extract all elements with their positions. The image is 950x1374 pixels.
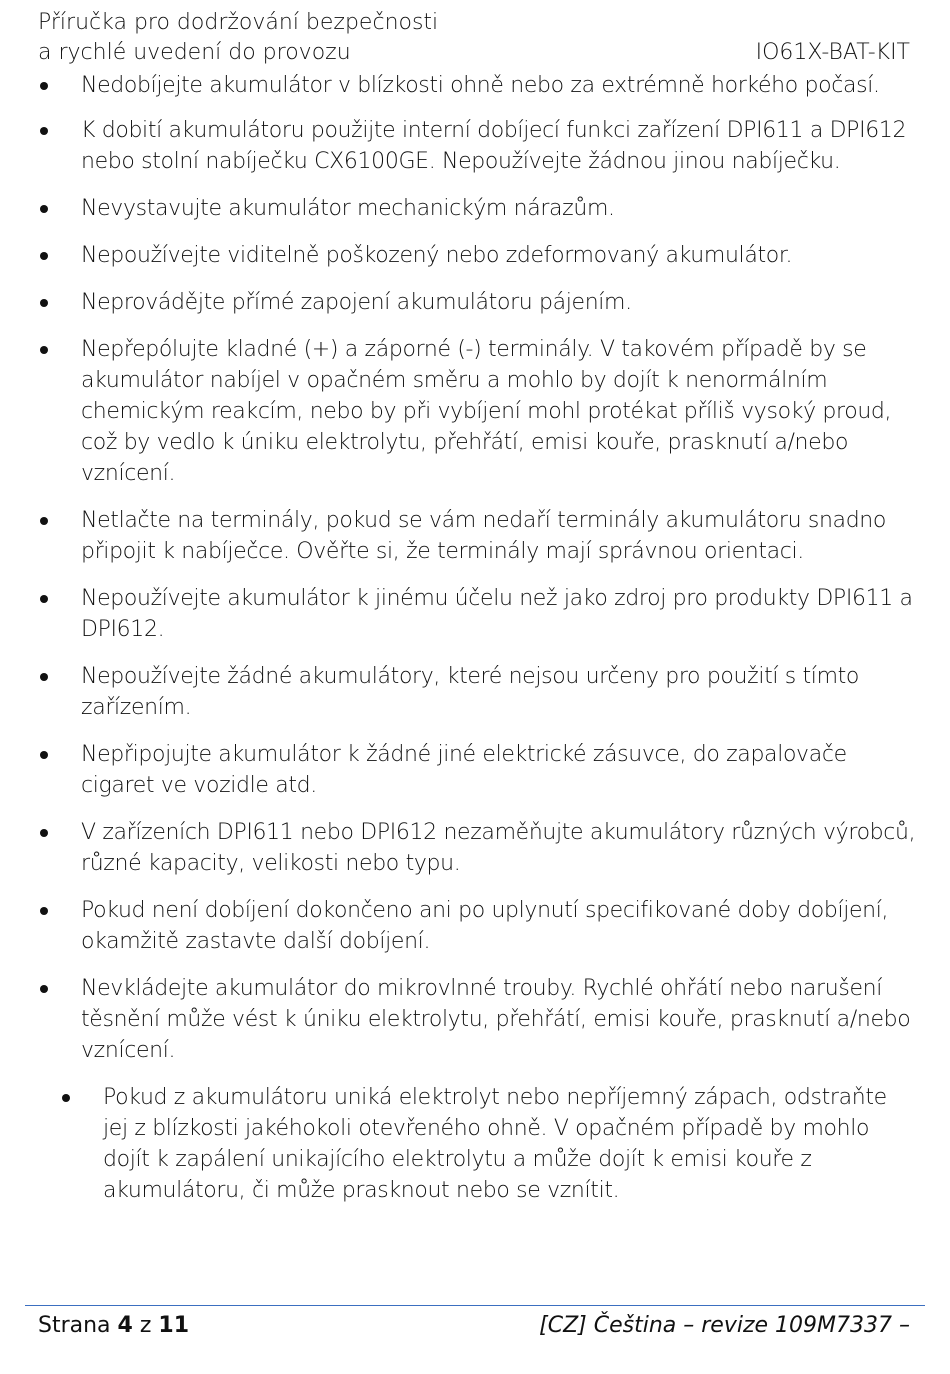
list-item xyxy=(38,1082,918,1206)
list-item xyxy=(38,895,918,957)
list-item-text: Nepřipojujte akumulátor k žádné jiné elektrické zásuvce, do zapalovače cigaret ve vozidle atd. xyxy=(81,742,847,798)
list-item-text: Nevkládejte akumulátor do mikrovlnné trouby. Rychlé ohřátí nebo narušení těsnění může vést k úniku elektrolytu, přehřátí, emisi kouře, prasknutí a/nebo vznícení. xyxy=(81,976,911,1063)
list-item xyxy=(38,115,918,177)
bullet-icon xyxy=(40,673,48,681)
list-item-text: Nepřepólujte kladné (+) a záporné (-) terminály. V takovém případě by se akumulátor nabíjel v opačném směru a mohlo by dojít k nenormálním chemickým reakcím, nebo by při vybíjení mohl protékat příliš vysoký proud, což by vedlo k úniku elektrolytu, přehřátí, emisi kouře, prasknutí a/nebo vznícení. xyxy=(81,337,892,486)
list-item-text: Neprovádějte přímé zapojení akumulátoru pájením. xyxy=(81,290,632,315)
page-current: 4 xyxy=(117,1313,133,1338)
list-item-text: Nepoužívejte žádné akumulátory, které nejsou určeny pro použití s tímto zařízením. xyxy=(81,664,860,720)
header-title-line1: Příručka pro dodržování bezpečnosti xyxy=(38,10,439,35)
list-item-text: Nedobíjejte akumulátor v blízkosti ohně nebo za extrémně horkého počasí. xyxy=(81,73,880,98)
list-item xyxy=(38,70,918,101)
list-item-text: Nepoužívejte viditelně poškozený nebo zdeformovaný akumulátor. xyxy=(81,243,793,268)
bullet-icon xyxy=(40,985,48,993)
list-item xyxy=(38,739,918,801)
bullet-icon xyxy=(40,907,48,915)
list-item xyxy=(38,240,918,271)
list-item xyxy=(38,583,918,645)
list-item xyxy=(38,334,918,489)
bullet-icon xyxy=(40,82,48,90)
page-header xyxy=(38,8,910,68)
bullet-icon xyxy=(40,252,48,260)
bullet-icon xyxy=(40,517,48,525)
list-item xyxy=(38,287,918,318)
bullet-icon xyxy=(40,595,48,603)
bullet-icon xyxy=(40,751,48,759)
list-item xyxy=(38,817,918,879)
list-item-text: K dobití akumulátoru použijte interní dobíjecí funkci zařízení DPI611 a DPI612 nebo stolní nabíječku CX6100GE. Nepoužívejte žádnou jinou nabíječku. xyxy=(81,118,907,174)
bullet-icon xyxy=(40,346,48,354)
safety-bullet-list xyxy=(38,70,918,1206)
bullet-icon xyxy=(40,205,48,213)
list-item-text: V zařízeních DPI611 nebo DPI612 nezaměňujte akumulátory různých výrobců, různé kapacity, velikosti nebo typu. xyxy=(81,820,916,876)
page-prefix: Strana xyxy=(38,1313,111,1338)
bullet-icon xyxy=(40,299,48,307)
footer-divider xyxy=(25,1305,925,1306)
revision-label: [CZ] Čeština – revize 109M7337 – xyxy=(539,1313,910,1338)
list-item-text: Netlačte na terminály, pokud se vám nedaří terminály akumulátoru snadno připojit k nabíječce. Ověřte si, že terminály mají správnou orientaci. xyxy=(81,508,887,564)
page-footer xyxy=(38,1310,910,1342)
list-item xyxy=(38,193,918,224)
list-item xyxy=(38,661,918,723)
page-total: 11 xyxy=(158,1313,190,1338)
header-title-line2: a rychlé uvedení do provozu xyxy=(38,40,351,65)
document-body xyxy=(38,70,918,1222)
bullet-icon xyxy=(40,829,48,837)
bullet-icon xyxy=(40,127,48,135)
list-item-text: Nepoužívejte akumulátor k jinému účelu než jako zdroj pro produkty DPI611 a DPI612. xyxy=(81,586,913,642)
list-item xyxy=(38,973,918,1066)
list-item-text: Pokud není dobíjení dokončeno ani po uplynutí specifikované doby dobíjení, okamžitě zastavte další dobíjení. xyxy=(81,898,889,954)
list-item-text: Nevystavujte akumulátor mechanickým nárazům. xyxy=(81,196,615,221)
header-doc-code: IO61X-BAT-KIT xyxy=(755,40,910,65)
list-item xyxy=(38,505,918,567)
page-sep: z xyxy=(139,1313,152,1338)
header-row xyxy=(38,38,910,68)
page-number xyxy=(38,1310,189,1342)
list-item-text: Pokud z akumulátoru uniká elektrolyt nebo nepříjemný zápach, odstraňte jej z blízkosti jakéhokoli otevřeného ohně. V opačném případě by mohlo dojít k zapálení unikajícího elektrolytu a může dojít k emisi kouře z akumulátoru, či může prasknout nebo se vznítit. xyxy=(103,1085,887,1203)
bullet-icon xyxy=(62,1094,70,1102)
